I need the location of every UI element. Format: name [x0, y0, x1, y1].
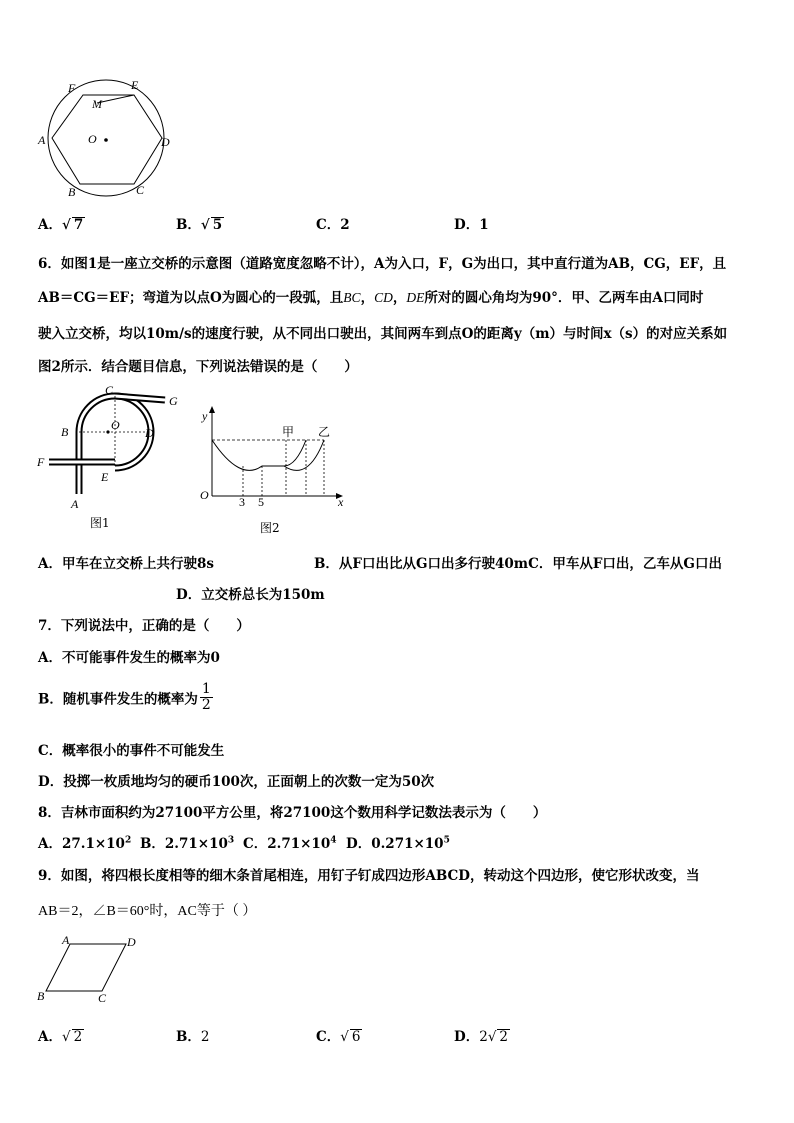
q9-stem-line2: AB＝2，∠B＝60°时，AC等于（ ）: [38, 904, 257, 919]
q9-option-c[interactable]: C．√ 6: [316, 1029, 361, 1045]
q6-fig1-label-o: O: [111, 418, 120, 432]
arc-cd: CD: [374, 290, 393, 305]
sqrt-symbol: √ 2: [61, 1029, 83, 1045]
q5-option-b[interactable]: B．√ 5: [176, 217, 223, 233]
q6-figure2-caption: 图2: [260, 521, 280, 535]
q6-stem-line4: 图2所示．结合题目信息，下列说法错误的是（ ）: [38, 359, 358, 375]
q6-fig1-label-a: A: [71, 497, 79, 511]
sqrt-symbol: √ 2: [487, 1029, 509, 1045]
q5-segment-me: [97, 95, 134, 103]
q7-option-b[interactable]: B．随机事件发生的概率为 $\frac{1}{2}$: [38, 681, 211, 713]
q6-fig1-label-b: B: [61, 425, 69, 439]
q6-option-a[interactable]: A．甲车在立交桥上共行驶8s: [38, 556, 214, 572]
q8-option-b[interactable]: B．$2.71\times 10^3$: [140, 835, 235, 852]
q9-stem-line1: 9．如图，将四根长度相等的细木条首尾相连，用钉子钉成四边形ABCD，转动这个四边形，使它形状改变，当: [38, 868, 700, 884]
q6-stem-line1: 6．如图1是一座立交桥的示意图（道路宽度忽略不计），A为入口，F，G为出口，其中直行道为AB，CG，EF，且: [38, 256, 727, 272]
q6-stem-line2: AB＝CG＝EF；弯道为以点O为圆心的一段弧，且BC，CD，DE所对的圆心角均为90°．甲、乙两车由A口同时: [38, 290, 704, 306]
q5-label-f: F: [68, 81, 76, 95]
q5-option-d[interactable]: D．1: [454, 217, 489, 233]
q9-option-b[interactable]: B．2: [176, 1029, 210, 1045]
q6-option-b-c[interactable]: B．从F口出比从G口出多行驶40mC．甲车从F口出，乙车从G口出: [314, 556, 722, 572]
q5-label-b: B: [68, 185, 76, 199]
arc-de: DE: [406, 290, 425, 305]
q6-fig1-center-dot: [106, 430, 109, 433]
q5-label-c: C: [136, 183, 145, 197]
q5-option-a[interactable]: A．√ 7: [38, 217, 84, 233]
arc-bc: BC: [343, 290, 361, 305]
q5-circle: [48, 80, 164, 196]
q5-label-d: D: [161, 135, 170, 149]
q7-stem: 7．下列说法中，正确的是（ ）: [38, 618, 250, 634]
q6-fig1-label-g: G: [169, 394, 178, 408]
q6-fig1-label-c: C: [105, 383, 114, 397]
q9-rhombus: [46, 944, 126, 991]
q5-option-c[interactable]: C．2: [316, 217, 350, 233]
q6-fig2-curve-jia: [212, 440, 306, 470]
q6-figure2-graph: [198, 406, 358, 511]
q5-label-e: E: [131, 78, 139, 92]
q9-option-d[interactable]: D．2√ 2: [454, 1029, 509, 1045]
q6-figure1-caption: 图1: [90, 516, 110, 530]
q8-option-d[interactable]: D．$0.271\times 10^5$: [346, 835, 450, 852]
q5-center-dot: [104, 138, 108, 142]
q8-option-a[interactable]: A．$27.1\times 10^2$: [38, 835, 132, 852]
q9-label-b: B: [37, 989, 45, 1003]
q6-stem-line3: 驶入立交桥，均以10m/s的速度行驶，从不同出口驶出，其间两车到点O的距离y（m）与时间x（s）的对应关系如: [38, 326, 728, 342]
q6-fig2-label-y: y: [202, 409, 208, 423]
q8-stem: 8．吉林市面积约为27100平方公里，将27100这个数用科学记数法表示为（ ）: [38, 805, 547, 821]
q6-fig1-label-d: D: [145, 426, 154, 440]
q5-label-o: O: [88, 132, 97, 146]
q9-option-a[interactable]: A．√ 2: [38, 1029, 83, 1045]
q8-option-c[interactable]: C．$2.71\times 10^4$: [243, 835, 337, 852]
q6-fig2-label-origin: O: [200, 488, 209, 502]
q7-option-a[interactable]: A．不可能事件发生的概率为0: [38, 650, 220, 666]
sqrt-symbol: √ 6: [340, 1029, 361, 1045]
q9-rhombus-figure: [36, 934, 146, 1004]
q6-figure1-interchange: [35, 382, 185, 532]
q6-fig2-label-x: x: [338, 495, 344, 509]
q5-hexagon-figure: [30, 75, 180, 200]
q6-option-d[interactable]: D．立交桥总长为150m: [176, 587, 325, 603]
q6-fig2-label-jia: 甲: [282, 425, 295, 439]
q5-label-m: M: [92, 97, 102, 111]
q9-label-c: C: [98, 991, 107, 1005]
q7-option-c[interactable]: C．概率很小的事件不可能发生: [38, 743, 225, 759]
q6-fig2-tick-5: 5: [258, 495, 264, 509]
q9-label-a: A: [62, 933, 70, 947]
q9-label-d: D: [127, 935, 136, 949]
sqrt-symbol: √ 5: [200, 217, 223, 233]
q6-fig2-label-yi: 乙: [318, 425, 331, 439]
fraction-one-half: $\frac{1}{2}$: [201, 681, 211, 713]
q5-label-a: A: [38, 133, 46, 147]
q6-fig1-label-f: F: [37, 455, 45, 469]
q6-fig2-curve-yi: [262, 440, 324, 470]
q7-option-d[interactable]: D．投掷一枚质地均匀的硬币100次，正面朝上的次数一定为50次: [38, 774, 435, 790]
sqrt-symbol: √ 7: [61, 217, 84, 233]
q6-fig2-tick-3: 3: [239, 495, 245, 509]
q6-fig1-label-e: E: [101, 470, 109, 484]
